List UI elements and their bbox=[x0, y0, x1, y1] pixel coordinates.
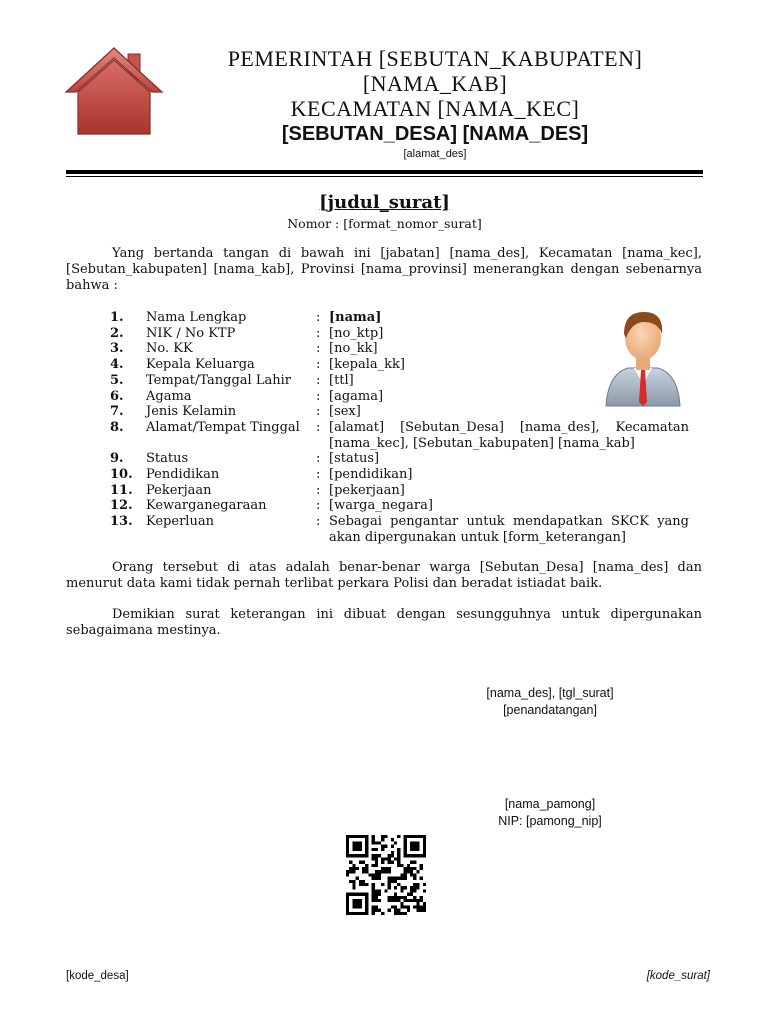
field-row bbox=[110, 451, 700, 467]
field-label: Pekerjaan bbox=[146, 482, 212, 498]
footer-letter-code: [kode_surat] bbox=[646, 970, 710, 982]
closing-paragraph: Demikian surat keterangan ini dibuat dengan sesungguhnya untuk dipergunakan sebagaimana mestinya. bbox=[66, 607, 702, 638]
field-number: 6. bbox=[110, 388, 124, 404]
header-divider-thick bbox=[66, 170, 703, 174]
header-village: [SEBUTAN_DESA] [NAMA_DES] bbox=[281, 123, 589, 145]
field-label: NIK / No KTP bbox=[146, 325, 236, 341]
field-row bbox=[110, 420, 700, 451]
letter-title: [judul_surat] bbox=[319, 192, 450, 213]
field-row bbox=[110, 498, 700, 514]
field-label: Agama bbox=[146, 388, 192, 404]
field-value: [nama] bbox=[329, 310, 382, 325]
field-colon: : bbox=[316, 341, 321, 357]
person-avatar-icon bbox=[598, 304, 688, 408]
signature-place-date: [nama_des], [tgl_surat] bbox=[486, 686, 614, 700]
field-colon: : bbox=[316, 357, 321, 373]
intro-paragraph: Yang bertanda tangan di bawah ini [jabatan] [nama_des], Kecamatan [nama_kec], [Sebutan_kabupaten] [nama_kab], Provinsi [nama_provinsi] menerangkan dengan sebenarnya bahwa : bbox=[66, 246, 702, 293]
field-colon: : bbox=[316, 451, 321, 467]
letterhead bbox=[170, 46, 700, 161]
field-colon: : bbox=[316, 388, 321, 404]
field-label: No. KK bbox=[146, 341, 193, 357]
field-label: Status bbox=[146, 451, 189, 467]
header-address: [alamat_des] bbox=[403, 148, 467, 160]
footer-village-code: [kode_desa] bbox=[66, 970, 129, 982]
field-number: 12. bbox=[110, 498, 133, 514]
field-colon: : bbox=[316, 482, 321, 498]
statement-paragraph: Orang tersebut di atas adalah benar-benar warga [Sebutan_Desa] [nama_des] dan menurut data kami tidak pernah terlibat perkara Polisi dan beradat istiadat baik. bbox=[66, 560, 702, 591]
field-value: [no_ktp] bbox=[329, 325, 384, 341]
header-divider-thin bbox=[66, 176, 703, 177]
field-number: 10. bbox=[110, 467, 133, 483]
field-number: 2. bbox=[110, 325, 124, 341]
field-value: [agama] bbox=[329, 388, 384, 404]
field-row bbox=[110, 483, 700, 499]
field-number: 13. bbox=[110, 514, 133, 530]
field-number: 9. bbox=[110, 451, 124, 467]
header-district: KECAMATAN [NAMA_KEC] bbox=[290, 96, 580, 121]
field-value: [ttl] bbox=[329, 372, 354, 388]
house-icon bbox=[62, 46, 166, 138]
field-label: Jenis Kelamin bbox=[146, 404, 237, 420]
field-colon: : bbox=[316, 404, 321, 420]
field-colon: : bbox=[316, 325, 321, 341]
field-colon: : bbox=[316, 498, 321, 514]
field-colon: : bbox=[316, 419, 321, 435]
field-label: Nama Lengkap bbox=[146, 310, 247, 325]
field-number: 8. bbox=[110, 419, 124, 435]
field-colon: : bbox=[316, 310, 321, 325]
field-number: 1. bbox=[110, 310, 124, 325]
field-label: Kewarganegaraan bbox=[146, 498, 267, 514]
signer-name: [nama_pamong] bbox=[504, 797, 596, 811]
header-government: PEMERINTAH [SEBUTAN_KABUPATEN] bbox=[227, 46, 643, 71]
signature-title: [penandatangan] bbox=[503, 703, 597, 717]
field-value: [pendidikan] bbox=[329, 467, 413, 483]
field-value: [sex] bbox=[329, 404, 361, 420]
field-value: [kepala_kk] bbox=[329, 357, 405, 373]
field-number: 3. bbox=[110, 341, 124, 357]
field-number: 11. bbox=[110, 482, 133, 498]
field-value: [pekerjaan] bbox=[329, 482, 405, 498]
field-colon: : bbox=[316, 372, 321, 388]
field-label: Pendidikan bbox=[146, 467, 220, 483]
signer-nip: NIP: [pamong_nip] bbox=[498, 814, 602, 828]
field-row bbox=[110, 467, 700, 483]
field-colon: : bbox=[316, 514, 321, 530]
field-number: 5. bbox=[110, 372, 124, 388]
field-number: 4. bbox=[110, 357, 124, 373]
field-label: Tempat/Tanggal Lahir bbox=[146, 372, 291, 388]
field-row bbox=[110, 514, 700, 545]
field-label: Alamat/Tempat Tinggal bbox=[146, 419, 300, 435]
field-value: [status] bbox=[329, 451, 380, 467]
signature-name-block bbox=[440, 796, 660, 830]
field-label: Keperluan bbox=[146, 514, 214, 530]
field-value: [alamat] [Sebutan_Desa] [nama_des], Kecamatan [nama_kec], [Sebutan_kabupaten] [nama_kab] bbox=[329, 419, 689, 451]
letter-number: Nomor : [format_nomor_surat] bbox=[287, 216, 482, 231]
field-value: [warga_negara] bbox=[329, 498, 433, 514]
qr-code-icon bbox=[346, 835, 426, 915]
field-colon: : bbox=[316, 467, 321, 483]
header-regency: [NAMA_KAB] bbox=[362, 71, 508, 96]
field-number: 7. bbox=[110, 404, 124, 420]
signature-header bbox=[440, 685, 660, 719]
field-value: [no_kk] bbox=[329, 341, 378, 357]
field-value: Sebagai pengantar untuk mendapatkan SKCK yang akan dipergunakan untuk [form_keterangan] bbox=[329, 514, 689, 545]
field-label: Kepala Keluarga bbox=[146, 357, 255, 373]
